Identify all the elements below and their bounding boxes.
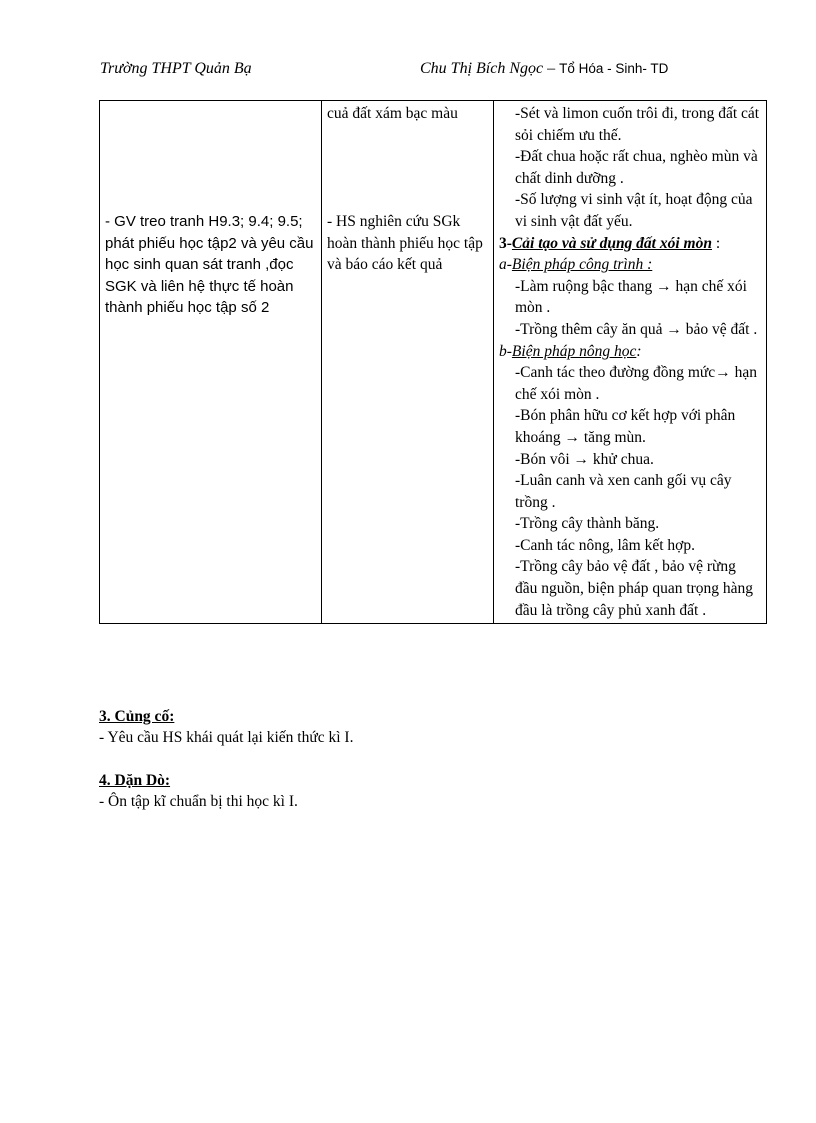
subheading-b <box>499 341 762 363</box>
subheading-b-prefix: b- <box>499 342 512 360</box>
subheading-a <box>499 254 762 276</box>
subheading-b-title: Biện pháp nông học <box>511 342 637 360</box>
content-line: -Bón phân hữu cơ kết hợp với phân khoáng → tăng mùn. <box>515 407 736 446</box>
heading-title: Cải tạo và sử dụng đất xói mòn <box>511 234 712 252</box>
teacher-name: Chu Thị Bích Ngọc <box>420 60 544 77</box>
content-line: -Trồng cây thành băng. <box>515 515 660 533</box>
header-dash: – <box>543 60 560 77</box>
header-author <box>420 60 668 78</box>
table-row <box>100 101 767 624</box>
lesson-table <box>99 100 767 624</box>
heading-number: 3- <box>499 234 512 252</box>
cell-spacer <box>105 103 317 211</box>
content-line: -Bón vôi → khử chua. <box>515 450 654 468</box>
student-activity-text: - HS nghiên cứu SGk hoàn thành phiếu học tập và báo cáo kết quả <box>327 213 483 274</box>
subheading-a-prefix: a- <box>499 256 512 274</box>
heading-colon: : <box>711 234 721 252</box>
page-header <box>100 60 720 82</box>
content-line: -Canh tác nông, lâm kết hợp. <box>515 536 695 554</box>
content-line: -Luân canh và xen canh gối vụ cây trồng . <box>515 472 732 511</box>
content-line: -Sét và limon cuốn trôi đi, trong đất cát sỏi chiếm ưu thế. <box>515 105 760 144</box>
content-line: -Đất chua hoặc rất chua, nghèo mùn và chất dinh dưỡng . <box>515 148 758 187</box>
section-homework-text: - Ôn tập kĩ chuẩn bị thi học kì I. <box>99 793 298 810</box>
teacher-activity-text: - GV treo tranh H9.3; 9.4; 9.5; phát phiếu học tập2 và yêu cầu học sinh quan sát tranh ,đọc SGK và liên hệ thực tế hoàn thành phiếu học tập số 2 <box>105 213 314 317</box>
section-homework <box>99 770 298 812</box>
section-review-text: - Yêu cầu HS khái quát lại kiến thức kì I. <box>99 729 354 746</box>
section-review <box>99 706 353 748</box>
teacher-activity-cell <box>100 101 322 624</box>
group-name: Tổ Hóa - Sinh- TD <box>559 61 669 76</box>
content-line: -Trồng cây bảo vệ đất , bảo vệ rừng đầu nguồn, biện pháp quan trọng hàng đầu là trồng cây phủ xanh đất . <box>515 558 754 619</box>
subheading-b-colon: : <box>636 342 642 360</box>
school-name: Trường THPT Quản Bạ <box>100 60 252 77</box>
section-homework-title: 4. Dặn Dò: <box>99 772 171 789</box>
content-cell <box>494 101 767 624</box>
content-line: -Số lượng vi sinh vật ít, hoạt động của vi sinh vật đất yếu. <box>515 191 753 230</box>
content-line: -Trồng thêm cây ăn quả → bảo vệ đất . <box>515 320 758 338</box>
student-activity-cell <box>322 101 494 624</box>
subheading-a-title: Biện pháp công trình : <box>511 256 653 274</box>
student-activity-top-text: cuả đất xám bạc màu <box>327 105 458 122</box>
section-review-title: 3. Củng cố: <box>99 708 175 725</box>
content-line: -Làm ruộng bậc thang → hạn chế xói mòn . <box>515 277 747 317</box>
content-line: -Canh tác theo đường đồng mức→ hạn chế xói mòn . <box>515 364 757 403</box>
section-heading <box>499 233 762 255</box>
